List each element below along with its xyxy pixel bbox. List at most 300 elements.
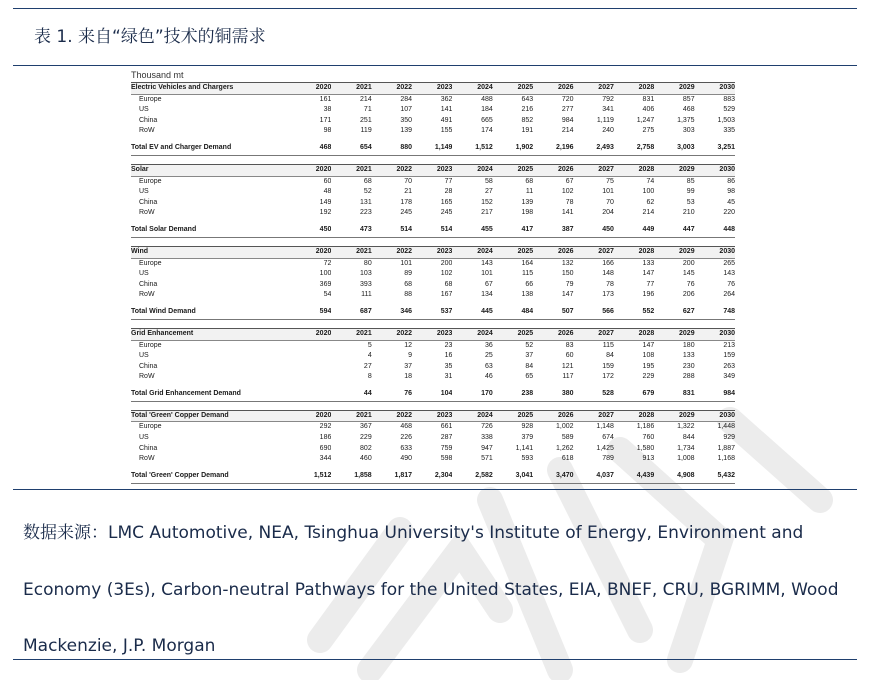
value-cell: 98 <box>323 127 332 135</box>
value-cell: 11 <box>525 188 534 196</box>
value-cell: 1,002 <box>555 423 574 431</box>
value-cell: 589 <box>561 434 574 442</box>
value-cell: 152 <box>481 198 493 206</box>
value-cell: 172 <box>602 373 614 381</box>
total-value: 170 <box>452 388 492 402</box>
value-cell: 48 <box>323 188 332 196</box>
value-cell: 1,448 <box>717 423 735 431</box>
year-header: 2027 <box>574 328 614 340</box>
value-cell: 31 <box>444 373 453 381</box>
value-cell: 913 <box>642 455 655 463</box>
table-row <box>131 94 735 105</box>
section-title: Grid Enhancement <box>131 328 291 340</box>
value-cell: 1,168 <box>717 455 735 463</box>
table-row <box>131 105 735 116</box>
year-header: 2024 <box>452 164 492 176</box>
value-cell: 149 <box>319 198 332 206</box>
value-cell: 214 <box>360 95 372 103</box>
value-cell: 83 <box>565 341 574 349</box>
value-cell: 84 <box>606 352 614 360</box>
value-cell: 71 <box>363 106 372 114</box>
value-cell: 263 <box>723 362 735 370</box>
value-cell: 79 <box>565 280 574 288</box>
value-cell: 100 <box>319 270 332 278</box>
table-row <box>131 372 735 383</box>
year-header: 2028 <box>614 83 654 95</box>
total-value: 2,304 <box>412 470 452 484</box>
year-header: 2030 <box>695 328 735 340</box>
value-cell: 68 <box>363 177 372 185</box>
year-header: 2020 <box>291 83 331 95</box>
section-title: Solar <box>131 164 291 176</box>
value-cell: 68 <box>525 177 534 185</box>
value-cell: 213 <box>723 341 735 349</box>
year-header: 2029 <box>654 164 694 176</box>
region-label: Europe <box>139 259 162 267</box>
year-header: 2024 <box>452 246 492 258</box>
total-value: 2,582 <box>452 470 492 484</box>
year-header: 2023 <box>412 410 452 422</box>
total-value: 528 <box>574 388 614 402</box>
value-cell: 350 <box>400 116 413 124</box>
value-cell: 132 <box>561 259 574 267</box>
year-header: 2030 <box>695 410 735 422</box>
value-cell: 200 <box>440 259 453 267</box>
region-label: US <box>139 352 149 360</box>
total-value: 448 <box>695 224 735 238</box>
value-cell: 349 <box>723 373 735 381</box>
year-header: 2030 <box>695 83 735 95</box>
total-value: 1,858 <box>331 470 371 484</box>
section-header-row <box>131 410 735 422</box>
region-label: RoW <box>139 291 155 299</box>
table-row <box>131 444 735 455</box>
value-cell: 77 <box>646 280 655 288</box>
value-cell: 593 <box>521 455 534 463</box>
value-cell: 107 <box>400 106 413 114</box>
section-header-row <box>131 246 735 258</box>
region-label: China <box>139 280 158 288</box>
value-cell: 468 <box>400 423 413 431</box>
total-value: 238 <box>493 388 533 402</box>
value-cell: 633 <box>400 444 413 452</box>
value-cell: 984 <box>561 116 574 124</box>
value-cell: 214 <box>561 127 574 135</box>
value-cell: 206 <box>682 291 695 299</box>
year-header: 2026 <box>533 410 573 422</box>
value-cell: 133 <box>682 352 695 360</box>
value-cell: 200 <box>682 259 695 267</box>
value-cell: 264 <box>723 291 735 299</box>
table-row <box>131 258 735 269</box>
value-cell: 37 <box>525 352 534 360</box>
value-cell: 284 <box>400 95 413 103</box>
value-cell: 929 <box>723 434 735 442</box>
value-cell: 60 <box>565 352 574 360</box>
total-value: 4,037 <box>574 470 614 484</box>
value-cell: 367 <box>360 423 372 431</box>
year-header: 2025 <box>493 246 533 258</box>
region-label: RoW <box>139 455 155 463</box>
year-header: 2026 <box>533 328 573 340</box>
total-value: 449 <box>614 224 654 238</box>
year-header: 2025 <box>493 164 533 176</box>
value-cell: 18 <box>404 373 413 381</box>
table-row <box>131 454 735 465</box>
total-value: 552 <box>614 306 654 320</box>
total-value: 831 <box>654 388 694 402</box>
year-header: 2021 <box>331 83 371 95</box>
region-label: Europe <box>139 177 162 185</box>
value-cell: 65 <box>525 373 534 381</box>
total-value: 104 <box>412 388 452 402</box>
value-cell: 174 <box>481 127 493 135</box>
value-cell: 141 <box>561 209 574 217</box>
value-cell: 335 <box>723 127 735 135</box>
value-cell: 141 <box>440 106 453 114</box>
table-row <box>131 116 735 127</box>
value-cell: 38 <box>323 106 332 114</box>
total-value: 484 <box>493 306 533 320</box>
value-cell: 102 <box>440 270 453 278</box>
year-header: 2026 <box>533 83 573 95</box>
year-header: 2029 <box>654 246 694 258</box>
total-value: 4,439 <box>614 470 654 484</box>
section-gap <box>131 155 735 164</box>
value-cell: 139 <box>400 127 413 135</box>
value-cell: 147 <box>642 341 655 349</box>
year-header: 2020 <box>291 410 331 422</box>
value-cell: 165 <box>440 198 453 206</box>
value-cell: 52 <box>525 341 534 349</box>
value-cell: 89 <box>404 270 413 278</box>
value-cell: 265 <box>723 259 735 267</box>
value-cell: 1,375 <box>677 116 695 124</box>
value-cell: 184 <box>481 106 493 114</box>
value-cell: 195 <box>642 362 655 370</box>
value-cell: 1,734 <box>677 444 695 452</box>
section-title: Wind <box>131 246 291 258</box>
value-cell: 857 <box>682 95 695 103</box>
total-value: 3,251 <box>695 142 735 156</box>
year-header: 2029 <box>654 83 694 95</box>
value-cell: 292 <box>319 423 332 431</box>
year-header: 2024 <box>452 83 492 95</box>
value-cell: 80 <box>363 259 372 267</box>
caption-rule <box>13 65 857 66</box>
section-gap <box>131 401 735 410</box>
value-cell: 16 <box>444 352 453 360</box>
total-value <box>291 388 331 402</box>
value-cell: 720 <box>561 95 574 103</box>
total-value: 346 <box>372 306 412 320</box>
table-row <box>131 362 735 373</box>
value-cell: 167 <box>440 291 453 299</box>
table-row <box>131 187 735 198</box>
value-cell: 362 <box>440 95 453 103</box>
year-header: 2022 <box>372 246 412 258</box>
total-label: Total EV and Charger Demand <box>131 142 291 156</box>
value-cell: 63 <box>485 362 493 370</box>
value-cell: 171 <box>319 116 332 124</box>
value-cell: 70 <box>606 198 614 206</box>
value-cell: 45 <box>727 198 735 206</box>
value-cell: 674 <box>602 434 614 442</box>
year-header: 2021 <box>331 246 371 258</box>
value-cell: 148 <box>602 270 614 278</box>
year-header: 2021 <box>331 164 371 176</box>
total-row <box>131 388 735 402</box>
value-cell: 210 <box>682 209 695 217</box>
region-label: US <box>139 188 149 196</box>
value-cell: 792 <box>602 95 614 103</box>
total-value: 1,512 <box>291 470 331 484</box>
region-label: Europe <box>139 423 162 431</box>
region-label: US <box>139 270 149 278</box>
value-cell: 138 <box>521 291 534 299</box>
section-header-row <box>131 83 735 95</box>
year-header: 2024 <box>452 328 492 340</box>
table-row <box>131 433 735 444</box>
value-cell: 155 <box>440 127 453 135</box>
region-label: Europe <box>139 95 162 103</box>
value-cell <box>291 372 331 383</box>
value-cell: 379 <box>521 434 534 442</box>
value-cell: 460 <box>360 455 372 463</box>
value-cell: 111 <box>361 291 372 299</box>
total-value: 473 <box>331 224 371 238</box>
value-cell: 223 <box>360 209 372 217</box>
value-cell: 131 <box>360 198 372 206</box>
value-cell: 928 <box>521 423 534 431</box>
value-cell: 369 <box>319 280 332 288</box>
value-cell: 468 <box>682 106 695 114</box>
value-cell: 134 <box>481 291 493 299</box>
table-row <box>131 269 735 280</box>
value-cell: 35 <box>444 362 453 370</box>
value-cell: 145 <box>682 270 695 278</box>
year-header: 2021 <box>331 410 371 422</box>
year-header: 2023 <box>412 246 452 258</box>
total-value: 417 <box>493 224 533 238</box>
value-cell: 133 <box>642 259 655 267</box>
copper-demand-table <box>131 82 735 484</box>
value-cell: 1,186 <box>636 423 655 431</box>
year-header: 2029 <box>654 410 694 422</box>
source-rule-top <box>13 489 857 490</box>
value-cell: 690 <box>319 444 332 452</box>
total-value: 654 <box>331 142 371 156</box>
year-header: 2022 <box>372 164 412 176</box>
value-cell: 661 <box>440 423 453 431</box>
value-cell: 108 <box>642 352 655 360</box>
total-value: 4,908 <box>654 470 694 484</box>
value-cell: 277 <box>561 106 574 114</box>
value-cell: 173 <box>602 291 614 299</box>
value-cell: 852 <box>521 116 534 124</box>
year-header: 2022 <box>372 410 412 422</box>
value-cell: 99 <box>686 188 695 196</box>
value-cell: 178 <box>400 198 413 206</box>
total-value: 2,493 <box>574 142 614 156</box>
value-cell: 78 <box>606 280 614 288</box>
value-cell: 21 <box>404 188 413 196</box>
year-header: 2028 <box>614 164 654 176</box>
value-cell: 70 <box>404 177 413 185</box>
total-row <box>131 142 735 156</box>
year-header: 2027 <box>574 410 614 422</box>
region-label: Europe <box>139 341 162 349</box>
value-cell: 23 <box>444 341 453 349</box>
value-cell: 5 <box>367 341 372 349</box>
total-value: 2,196 <box>533 142 573 156</box>
value-cell: 76 <box>727 280 735 288</box>
value-cell: 1,247 <box>636 116 655 124</box>
value-cell: 844 <box>682 434 695 442</box>
value-cell: 27 <box>363 362 372 370</box>
section-title: Total 'Green' Copper Demand <box>131 410 291 422</box>
year-header: 2020 <box>291 328 331 340</box>
total-value: 594 <box>291 306 331 320</box>
value-cell: 338 <box>481 434 493 442</box>
total-value: 3,003 <box>654 142 694 156</box>
section-title: Electric Vehicles and Chargers <box>131 83 291 95</box>
total-value: 537 <box>412 306 452 320</box>
region-label: RoW <box>139 127 155 135</box>
value-cell: 85 <box>686 177 695 185</box>
value-cell: 1,008 <box>677 455 695 463</box>
value-cell: 143 <box>723 270 735 278</box>
value-cell: 198 <box>521 209 534 217</box>
value-cell: 159 <box>723 352 735 360</box>
value-cell: 1,148 <box>596 423 614 431</box>
value-cell: 101 <box>481 270 493 278</box>
value-cell: 726 <box>481 423 493 431</box>
year-header: 2020 <box>291 164 331 176</box>
value-cell: 251 <box>360 116 372 124</box>
total-value: 984 <box>695 388 735 402</box>
total-value: 507 <box>533 306 573 320</box>
value-cell: 60 <box>323 177 332 185</box>
value-cell: 161 <box>319 95 332 103</box>
value-cell: 67 <box>565 177 574 185</box>
total-value: 514 <box>412 224 452 238</box>
total-value: 748 <box>695 306 735 320</box>
total-value: 679 <box>614 388 654 402</box>
region-label: US <box>139 106 149 114</box>
table-row <box>131 198 735 209</box>
value-cell: 947 <box>481 444 493 452</box>
year-header: 2028 <box>614 246 654 258</box>
value-cell: 220 <box>723 209 735 217</box>
year-header: 2021 <box>331 328 371 340</box>
value-cell: 101 <box>602 188 614 196</box>
value-cell: 1,119 <box>596 116 614 124</box>
value-cell: 760 <box>642 434 655 442</box>
value-cell: 28 <box>444 188 453 196</box>
total-label: Total Grid Enhancement Demand <box>131 388 291 402</box>
value-cell: 1,262 <box>555 444 574 452</box>
section-gap <box>131 237 735 246</box>
value-cell: 139 <box>521 198 534 206</box>
value-cell: 76 <box>686 280 695 288</box>
total-value: 1,902 <box>493 142 533 156</box>
value-cell: 217 <box>481 209 493 217</box>
value-cell: 229 <box>360 434 372 442</box>
value-cell: 147 <box>561 291 574 299</box>
total-row <box>131 306 735 320</box>
value-cell: 1,141 <box>515 444 534 452</box>
value-cell: 36 <box>485 341 493 349</box>
value-cell: 598 <box>440 455 453 463</box>
value-cell: 66 <box>525 280 534 288</box>
value-cell: 186 <box>319 434 332 442</box>
table-row <box>131 176 735 187</box>
value-cell: 245 <box>440 209 453 217</box>
year-header: 2020 <box>291 246 331 258</box>
table-row <box>131 340 735 351</box>
total-value: 687 <box>331 306 371 320</box>
total-value: 445 <box>452 306 492 320</box>
value-cell: 802 <box>360 444 372 452</box>
value-cell: 72 <box>323 259 332 267</box>
total-value: 880 <box>372 142 412 156</box>
value-cell: 1,887 <box>717 444 735 452</box>
section-header-row <box>131 328 735 340</box>
value-cell: 1,425 <box>596 444 614 452</box>
section-gap <box>131 319 735 328</box>
value-cell: 58 <box>485 177 493 185</box>
total-label: Total 'Green' Copper Demand <box>131 470 291 484</box>
year-header: 2027 <box>574 164 614 176</box>
year-header: 2022 <box>372 328 412 340</box>
total-value: 3,470 <box>533 470 573 484</box>
value-cell: 341 <box>602 106 614 114</box>
value-cell: 229 <box>642 373 655 381</box>
value-cell: 288 <box>682 373 695 381</box>
value-cell: 759 <box>440 444 453 452</box>
table-row <box>131 280 735 291</box>
total-value: 1,512 <box>452 142 492 156</box>
value-cell: 287 <box>440 434 453 442</box>
value-cell: 101 <box>400 259 413 267</box>
value-cell: 216 <box>521 106 534 114</box>
value-cell: 102 <box>561 188 574 196</box>
value-cell: 115 <box>602 341 614 349</box>
value-cell: 147 <box>642 270 655 278</box>
table-row <box>131 422 735 433</box>
value-cell: 275 <box>642 127 655 135</box>
total-value: 450 <box>574 224 614 238</box>
value-cell: 98 <box>727 188 735 196</box>
value-cell: 53 <box>686 198 695 206</box>
total-value: 44 <box>331 388 371 402</box>
region-label: China <box>139 362 158 370</box>
value-cell: 245 <box>400 209 413 217</box>
year-header: 2028 <box>614 328 654 340</box>
value-cell: 75 <box>606 177 614 185</box>
value-cell: 618 <box>561 455 574 463</box>
year-header: 2027 <box>574 246 614 258</box>
year-header: 2023 <box>412 164 452 176</box>
region-label: RoW <box>139 209 155 217</box>
total-value: 5,432 <box>695 470 735 484</box>
value-cell: 78 <box>565 198 574 206</box>
table-row <box>131 351 735 362</box>
value-cell: 831 <box>642 95 655 103</box>
total-value: 76 <box>372 388 412 402</box>
year-header: 2024 <box>452 410 492 422</box>
